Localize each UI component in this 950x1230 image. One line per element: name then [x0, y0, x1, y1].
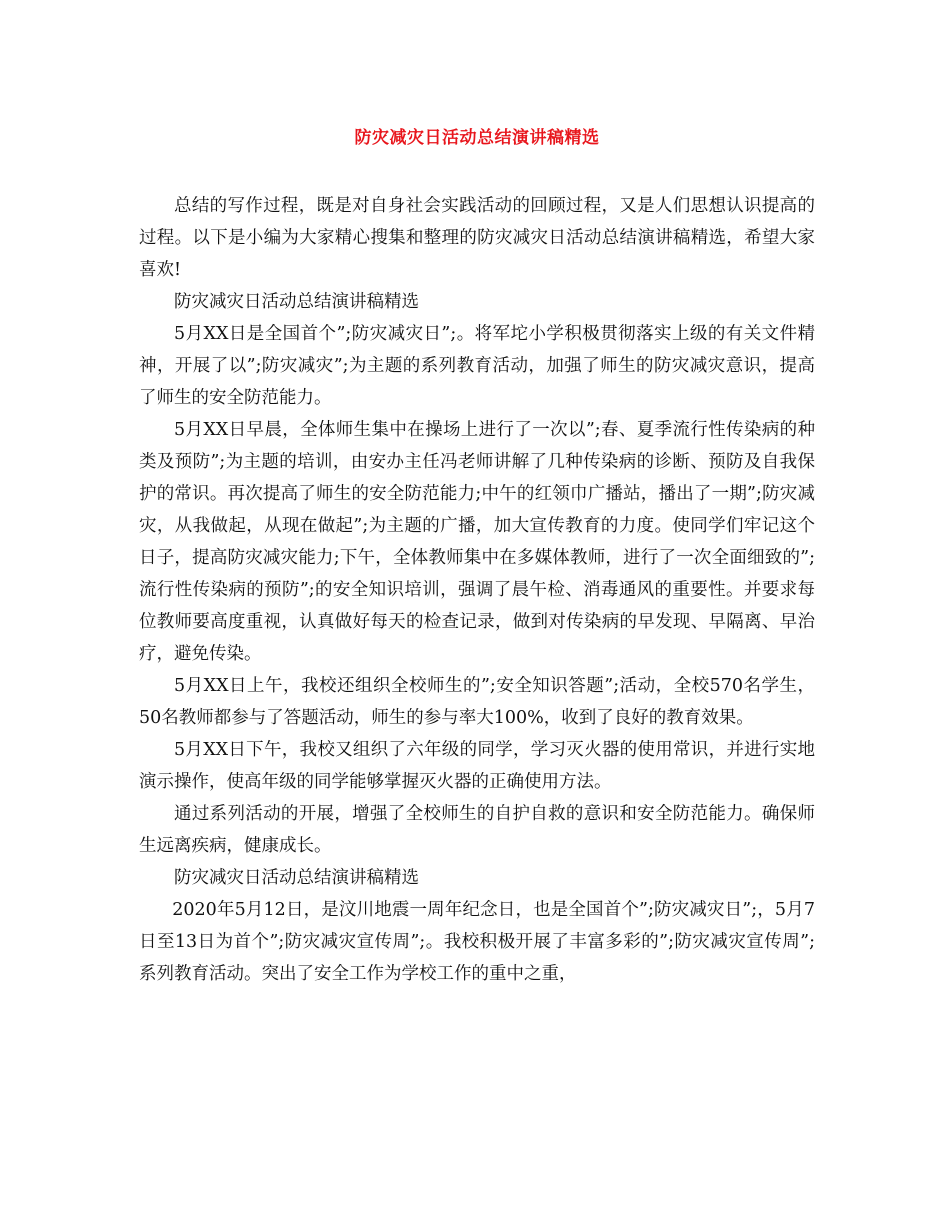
body-paragraph: 5月XX日是全国首个”;防灾减灾日”;。将军坨小学积极贯彻落实上级的有关文件精神，开展了以”;防灾减灾”;为主题的系列教育活动，加强了师生的防灾减灾意识，提高了师生的安全防范能力。	[139, 324, 815, 408]
body-paragraph: 5月XX日上午，我校还组织全校师生的”;安全知识答题”;活动，全校570名学生，50名教师都参与了答题活动，师生的参与率大100%，收到了良好的教育效果。	[139, 676, 815, 728]
section-heading: 防灾减灾日活动总结演讲稿精选	[174, 292, 419, 312]
document-body	[139, 190, 815, 990]
section-heading: 防灾减灾日活动总结演讲稿精选	[174, 868, 419, 888]
body-paragraph: 2020年5月12日，是汶川地震一周年纪念日，也是全国首个”;防灾减灾日”;，5月7日至13日为首个”;防灾减灾宣传周”;。我校积极开展了丰富多彩的”;防灾减灾宣传周”;系列教育活动。突出了安全工作为学校工作的重中之重，	[139, 900, 815, 984]
document-title: 防灾减灾日活动总结演讲稿精选	[354, 128, 600, 148]
body-paragraph: 5月XX日下午，我校又组织了六年级的同学，学习灭火器的使用常识，并进行实地演示操作，使高年级的同学能够掌握灭火器的正确使用方法。	[139, 740, 815, 792]
body-paragraph: 通过系列活动的开展，增强了全校师生的自护自救的意识和安全防范能力。确保师生远离疾病，健康成长。	[139, 804, 815, 856]
intro-paragraph: 总结的写作过程，既是对自身社会实践活动的回顾过程，又是人们思想认识提高的过程。以下是小编为大家精心搜集和整理的防灾减灾日活动总结演讲稿精选，希望大家喜欢!	[139, 196, 815, 280]
body-paragraph: 5月XX日早晨，全体师生集中在操场上进行了一次以”;春、夏季流行性传染病的种类及预防”;为主题的培训，由安办主任冯老师讲解了几种传染病的诊断、预防及自我保护的常识。再次提高了师生的安全防范能力;中午的红领巾广播站，播出了一期”;防灾减灾，从我做起，从现在做起”;为主题的广播，加大宣传教育的力度。使同学们牢记这个日子，提高防灾减灾能力;下午，全体教师集中在多媒体教师，进行了一次全面细致的”;流行性传染病的预防”;的安全知识培训，强调了晨午检、消毒通风的重要性。并要求每位教师要高度重视，认真做好每天的检查记录，做到对传染病的早发现、早隔离、早治疗，避免传染。	[139, 420, 815, 664]
